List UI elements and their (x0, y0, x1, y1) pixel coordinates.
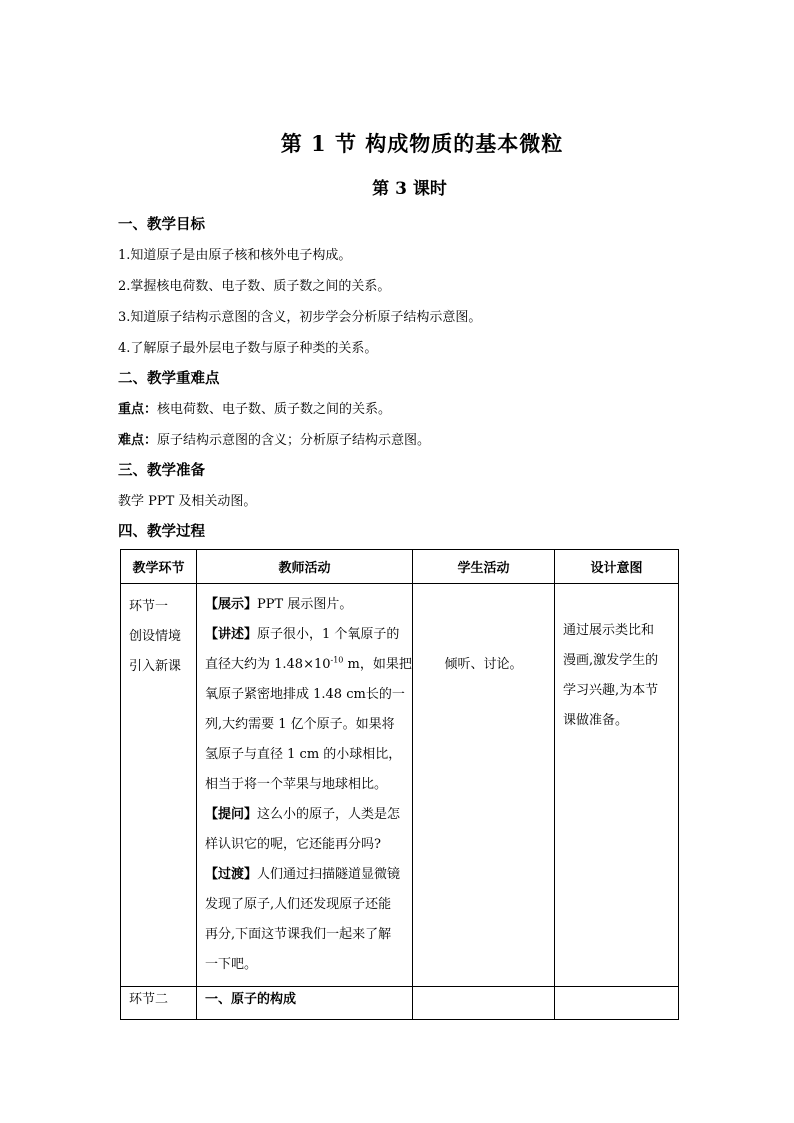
teacher-activity-cell (197, 584, 413, 987)
intent-line: 学习兴趣,为本节 (563, 683, 659, 698)
difficulty-line (118, 425, 678, 456)
design-intent-cell (555, 584, 679, 987)
objective-item: 4.了解原子最外层电子数与原子种类的关系。 (118, 341, 378, 356)
preparation-text: 教学 PPT 及相关动图。 (118, 494, 257, 509)
activity-tag: 【展示】 (205, 597, 258, 612)
header-student-activity: 学生活动 (413, 550, 555, 584)
difficulty-text: 原子结构示意图的含义；分析原子结构示意图。 (157, 433, 431, 448)
activity-text: 人们通过扫描隧道显微镜 (257, 867, 401, 882)
difficulty-label: 难点： (118, 433, 158, 448)
stage-text: 引入新课 (129, 659, 182, 674)
header-teacher-activity: 教师活动 (197, 550, 413, 584)
table-row (121, 987, 679, 1020)
key-point-text: 核电荷数、电子数、质子数之间的关系。 (157, 402, 392, 417)
student-activity-cell (413, 987, 555, 1020)
activity-tag: 【讲述】 (205, 627, 258, 642)
stage-cell (121, 584, 197, 987)
activity-line: 列,大约需要 1 亿个原子。如果将 (205, 717, 395, 732)
activity-line: 样认识它的呢，它还能再分吗? (205, 837, 381, 852)
activity-line: 再分,下面这节课我们一起来了解 (205, 927, 392, 942)
design-intent-cell (555, 987, 679, 1020)
intent-line: 课做准备。 (563, 713, 629, 728)
page-title: 第 1 节 构成物质的基本微粒 (280, 131, 564, 156)
lesson-process-table (120, 549, 679, 1020)
key-point-line (118, 394, 678, 425)
header-design-intent: 设计意图 (555, 550, 679, 584)
stage-cell: 环节二 (121, 987, 197, 1020)
activity-tag: 【过渡】 (205, 867, 258, 882)
objective-item: 3.知道原子结构示意图的含义，初步学会分析原子结构示意图。 (118, 310, 482, 325)
activity-line: 发现了原子,人们还发现原子还能 (205, 897, 392, 912)
activity-line: 氧原子紧密地排成 1.48 cm长的一 (205, 687, 405, 702)
document-body (118, 210, 678, 547)
table-header-row (121, 550, 679, 584)
exponent: -10 (330, 655, 344, 665)
activity-line: 相当于将一个苹果与地球相比。 (205, 777, 388, 792)
table-row (121, 584, 679, 987)
activity-tag: 【提问】 (205, 807, 258, 822)
stage-text: 创设情境 (129, 629, 182, 644)
activity-line (205, 860, 406, 890)
section-heading-objectives: 一、教学目标 (118, 216, 205, 233)
activity-text: m，如果把 (343, 657, 412, 672)
objective-item: 1.知道原子是由原子核和核外电子构成。 (118, 248, 352, 263)
objective-item: 2.掌握核电荷数、电子数、质子数之间的关系。 (118, 279, 391, 294)
activity-text: PPT 展示图片。 (257, 597, 353, 612)
intent-line: 通过展示类比和 (563, 623, 655, 638)
activity-line (205, 590, 406, 620)
section-heading-preparation: 三、教学准备 (118, 462, 205, 479)
teacher-activity-cell: 一、原子的构成 (197, 987, 413, 1020)
activity-line: 一下吧。 (205, 957, 258, 972)
student-activity-cell: 倾听、讨论。 (413, 584, 555, 987)
stage-text: 环节一 (129, 599, 169, 614)
activity-line (205, 800, 406, 830)
activity-text: 这么小的原子，人类是怎 (257, 807, 401, 822)
key-point-label: 重点： (118, 402, 158, 417)
section-heading-key-points: 二、教学重难点 (118, 370, 220, 387)
activity-line: 氢原子与直径 1 cm 的小球相比， (205, 747, 402, 762)
header-stage: 教学环节 (121, 550, 197, 584)
page-subtitle: 第 3 课时 (372, 179, 447, 199)
activity-line (205, 650, 412, 680)
section-heading-process: 四、教学过程 (118, 523, 205, 540)
activity-text: 直径大约为 1.48×10 (205, 657, 331, 672)
activity-text: 原子很小，1 个氧原子的 (257, 627, 400, 642)
intent-line: 漫画,激发学生的 (563, 653, 659, 668)
activity-line (205, 620, 406, 650)
